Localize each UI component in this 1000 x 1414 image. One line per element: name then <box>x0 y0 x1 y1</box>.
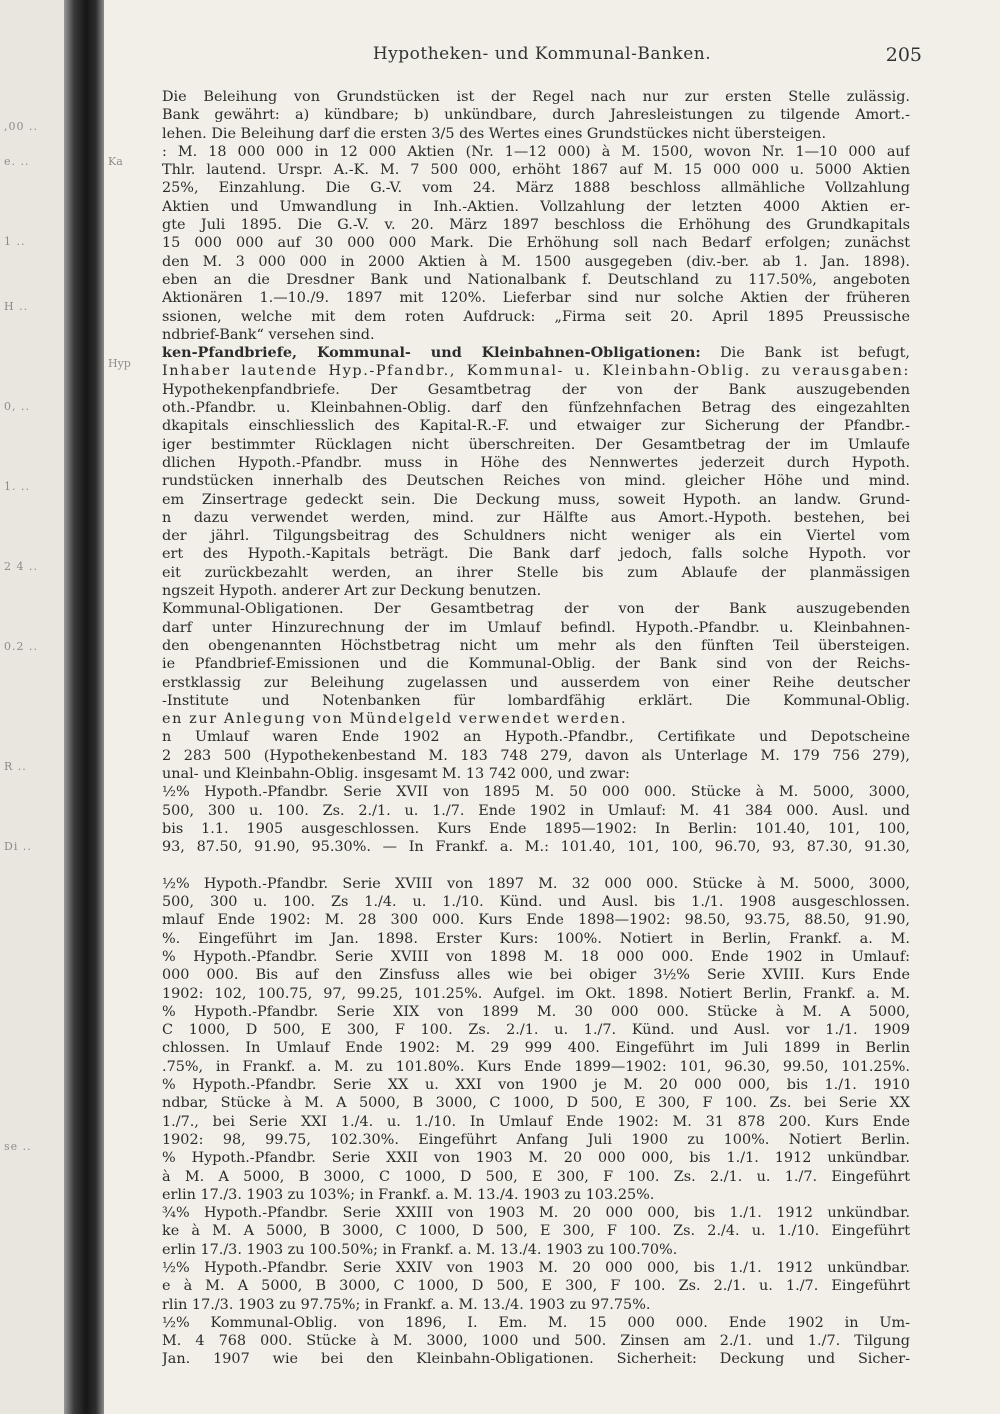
page-number: 205 <box>885 44 922 66</box>
text-line: M. 4 768 000. Stücke à M. 3000, 1000 und 500. Zinsen am 2./1. und 1./7. Tilgung <box>162 1333 910 1350</box>
text-line: dlichen Hypoth.-Pfandbr. muss in Höhe des Nennwertes jederzeit durch Hypoth. <box>162 454 910 471</box>
text-line: ½% Hypoth.-Pfandbr. Serie XVII von 1895 M. 50 000 000. Stücke à M. 5000, 3000, <box>162 784 910 801</box>
text-line: ndbar, Stücke à M. A 5000, B 3000, C 1000, D 500, E 300, F 100. Zs. bei Serie XX <box>162 1095 910 1112</box>
text-line: 500, 300 u. 100. Zs 1./4. u. 1./10. Künd. und Ausl. bis 1./1. 1908 ausgeschlossen. <box>162 894 910 911</box>
text-line: 93, 87.50, 91.90, 95.30%. — In Frankf. a. M.: 101.40, 101, 100, 96.70, 93, 87.30, 91.30, <box>162 839 910 856</box>
text-line: ngszeit Hypoth. anderer Art zur Deckung benutzen. <box>162 583 542 600</box>
text-line: chlossen. In Umlauf Ende 1902: M. 29 999 400. Eingeführt im Juli 1899 in Berlin <box>162 1040 910 1057</box>
text-line: Kommunal-Obligationen. Der Gesamtbetrag der von der Bank auszugebenden <box>162 601 910 618</box>
text-line: % Hypoth.-Pfandbr. Serie XIX von 1899 M. 30 000 000. Stücke à M. A 5000, <box>162 1003 910 1020</box>
text-line: Aktien und Umwandlung in Inh.-Aktien. Vollzahlung der letzten 4000 Aktien er- <box>162 198 910 215</box>
text-line: % Hypoth.-Pfandbr. Serie XVIII von 1898 M. 18 000 000. Ende 1902 in Umlauf: <box>162 948 910 965</box>
text-line: ke à M. A 5000, B 3000, C 1000, D 500, E 300, F 100. Zs. 2./4. u. 1./10. Eingeführt <box>162 1223 910 1240</box>
text-line: 25%, Einzahlung. Die G.-V. vom 24. März 1888 beschloss allmähliche Vollzahlung <box>162 180 910 197</box>
running-head: Hypotheken- und Kommunal-Banken. <box>372 44 712 64</box>
text-line: ert des Hypoth.-Kapitals beträgt. Die Bank darf jedoch, falls solche Hypoth. vor <box>162 546 910 563</box>
text-line: darf unter Hinzurechnung der im Umlauf befindl. Hypoth.-Pfandbr. u. Kleinbahnen- <box>162 619 910 636</box>
text-line: 2 283 500 (Hypothekenbestand M. 183 748 279, davon als Unterlage M. 179 756 279), <box>162 747 910 764</box>
text-line: bis 1.1. 1905 ausgeschlossen. Kurs Ende 1895—1902: In Berlin: 101.40, 101, 100, <box>162 820 910 837</box>
text-line: rundstücken innerhalb des Deutschen Reiches von mind. gleicher Höhe und mind. <box>162 473 910 490</box>
text-line: erstklassig zur Beleihung zugelassen und ausserdem von einer Reihe deutscher <box>162 674 910 691</box>
section-heading: ken-Pfandbriefe, Kommunal- und Kleinbahnen-Obligationen: <box>162 344 701 362</box>
text-line: oth.-Pfandbr. u. Kleinbahnen-Oblig. darf den fünfzehnfachen Betrag des eingezahlten <box>162 400 910 417</box>
text-line: Inhaber lautende Hyp.-Pfandbr., Kommunal- u. Kleinbahn-Oblig. zu verausgaben: <box>162 363 910 380</box>
text-line: 500, 300 u. 100. Zs. 2./1. u. 1./7. Ende 1902 in Umlauf: M. 41 384 000. Ausl. und <box>162 802 910 819</box>
text-line: dkapitals einschliesslich des Kapital-R.-F. und etwaiger zur Sicherung der Pfandbr.- <box>162 418 910 435</box>
text-line: Aktionären 1.—10./9. 1897 mit 120%. Lieferbar sind nur solche Aktien der früheren <box>162 290 910 307</box>
text-line: e à M. A 5000, B 3000, C 1000, D 500, E 300, F 100. Zs. 2./1. u. 1./7. Eingeführt <box>162 1278 910 1295</box>
text-line: n dazu verwendet werden, mind. zur Hälfte aus Amort.-Hypoth. bestehen, bei <box>162 509 910 526</box>
text-line: ssionen, welche mit dem roten Aufdruck: „Firma seit 20. April 1895 Preussische <box>162 308 910 325</box>
text-line: iger bestimmter Rücklagen nicht überschreiten. Der Gesamtbetrag der im Umlaufe <box>162 436 910 453</box>
text-line: der jährl. Tilgungsbeitrag des Schuldners nicht weniger als ein Viertel vom <box>162 528 910 545</box>
text-line: 1902: 102, 100.75, 97, 99.25, 101.25%. Aufgel. im Okt. 1898. Notiert Berlin, Frankf. a. M. <box>162 985 910 1002</box>
text-line: ie Pfandbrief-Emissionen und die Kommunal-Oblig. der Bank sind von der Reichs- <box>162 656 910 673</box>
text-line: mlauf Ende 1902: M. 28 300 000. Kurs Ende 1898—1902: 98.50, 93.75, 88.50, 91.90, <box>162 912 910 929</box>
text-line: erlin 17./3. 1903 zu 103%; in Frankf. a. M. 13./4. 1903 zu 103.25%. <box>162 1186 655 1203</box>
binding-gutter <box>64 0 104 1414</box>
text-line: 1902: 98, 99.75, 102.30%. Eingeführt Anfang Juli 1900 zu 100%. Notiert Berlin. <box>162 1131 910 1148</box>
text-line: C 1000, D 500, E 300, F 100. Zs. 2./1. u. 1./7. Künd. und Ausl. vor 1./1. 1909 <box>162 1022 910 1039</box>
text-line: eben an die Dresdner Bank und Nationalbank f. Deutschland zu 117.50%, angeboten <box>162 271 910 288</box>
text-line: ndbrief-Bank“ versehen sind. <box>162 326 375 343</box>
facing-page-edge: ,00 .. e. .. 1 .. H .. 0, .. 1. .. 2 4 .. 0.2 .. R .. Di .. se .. <box>0 0 64 1414</box>
text-line: % Hypoth.-Pfandbr. Serie XXII von 1903 M. 20 000 000, bis 1./1. 1912 unkündbar. <box>162 1150 910 1167</box>
text-line: gte Juli 1895. Die G.-V. v. 20. März 1897 beschloss die Erhöhung des Grundkapitals <box>162 217 910 234</box>
text-line: rlin 17./3. 1903 zu 97.75%; in Frankf. a. M. 13./4. 1903 zu 97.75%. <box>162 1296 651 1313</box>
text-line: em Zinsertrage gedeckt sein. Die Deckung muss, soweit Hypoth. an landw. Grund- <box>162 491 910 508</box>
text-line: % Hypoth.-Pfandbr. Serie XX u. XXI von 1900 je M. 20 000 000, bis 1./1. 1910 <box>162 1077 910 1094</box>
text-line: Bank gewährt: a) kündbare; b) unkündbare, durch Jahresleistungen zu tilgende Amort.- <box>162 107 910 124</box>
text-line: .75%, in Frankf. a. M. zu 101.80%. Kurs Ende 1899—1902: 101, 96.30, 99.50, 101.25%. <box>162 1058 910 1075</box>
text-line: lehen. Die Beleihung darf die ersten 3/5 des Wertes eines Grundstückes nicht übersteigen. <box>162 125 827 142</box>
text-line: n Umlauf waren Ende 1902 an Hypoth.-Pfandbr., Certifikate und Depotscheine <box>162 729 910 746</box>
text-line: ½% Kommunal-Oblig. von 1896, I. Em. M. 15 000 000. Ende 1902 in Um- <box>162 1314 910 1331</box>
text-line: erlin 17./3. 1903 zu 100.50%; in Frankf. a. M. 13./4. 1903 zu 100.70%. <box>162 1241 678 1258</box>
text-line: ½% Hypoth.-Pfandbr. Serie XXIV von 1903 M. 20 000 000, bis 1./1. 1912 unkündbar. <box>162 1260 910 1276</box>
text-line: ½% Hypoth.-Pfandbr. Serie XVIII von 1897 M. 32 000 000. Stücke à M. 5000, 3000, <box>162 875 910 892</box>
text-line <box>162 856 910 874</box>
margin-fragment: Ka <box>108 155 123 168</box>
text-line: unal- und Kleinbahn-Oblig. insgesamt M. 13 742 000, und zwar: <box>162 765 630 782</box>
body-text <box>162 88 910 1369</box>
text-line: Jan. 1907 wie bei den Kleinbahn-Obligationen. Sicherheit: Deckung und Sicher- <box>162 1351 910 1368</box>
text-line: en zur Anlegung von Mündelgeld verwendet werden. <box>162 711 628 728</box>
text-line: Hypothekenpfandbriefe. Der Gesamtbetrag der von der Bank auszugebenden <box>162 381 910 398</box>
text-line: -Institute und Notenbanken für lombardfähig erklärt. Die Kommunal-Oblig. <box>162 692 910 709</box>
text-line: den M. 3 000 000 in 2000 Aktien à M. 1500 ausgegeben (div.-ber. ab 1. Jan. 1898). <box>162 253 910 270</box>
text-line: 15 000 000 auf 30 000 000 Mark. Die Erhöhung soll nach Bedarf erfolgen; zunächst <box>162 235 910 252</box>
text-line: %. Eingeführt im Jan. 1898. Erster Kurs: 100%. Notiert in Berlin, Frankf. a. M. <box>162 930 910 947</box>
text-line: à M. A 5000, B 3000, C 1000, D 500, E 300, F 100. Zs. 2./1. u. 1./7. Eingeführt <box>162 1168 910 1185</box>
text-line: 1./7., bei Serie XXI 1./4. u. 1./10. In Umlauf Ende 1902: M. 31 878 200. Kurs Ende <box>162 1113 910 1130</box>
margin-fragment: Hyp <box>108 357 131 370</box>
text-line: 000 000. Bis auf den Zinsfuss alles wie bei obiger 3½% Serie XVIII. Kurs Ende <box>162 967 910 984</box>
page-header <box>162 44 922 70</box>
text-line: eit zurückbezahlt werden, an ihrer Stelle bis zum Ablaufe der planmässigen <box>162 564 910 581</box>
text-line: ken-Pfandbriefe, Kommunal- und Kleinbahnen-Obligationen: Die Bank ist befugt, <box>162 344 910 362</box>
text-line: : M. 18 000 000 in 12 000 Aktien (Nr. 1—12 000) à M. 1500, wovon Nr. 1—10 000 auf <box>162 143 910 160</box>
text-line: Die Beleihung von Grundstücken ist der Regel nach nur zur ersten Stelle zulässig. <box>162 89 910 105</box>
text-line: Thlr. lautend. Urspr. A.-K. M. 7 500 000, erhöht 1867 auf M. 15 000 000 u. 5000 Aktien <box>162 162 910 179</box>
text-line: den obengenannten Höchstbetrag nicht um mehr als den fünften Teil übersteigen. <box>162 637 910 654</box>
text-line: ¾% Hypoth.-Pfandbr. Serie XXIII von 1903 M. 20 000 000, bis 1./1. 1912 unkündbar. <box>162 1205 910 1222</box>
